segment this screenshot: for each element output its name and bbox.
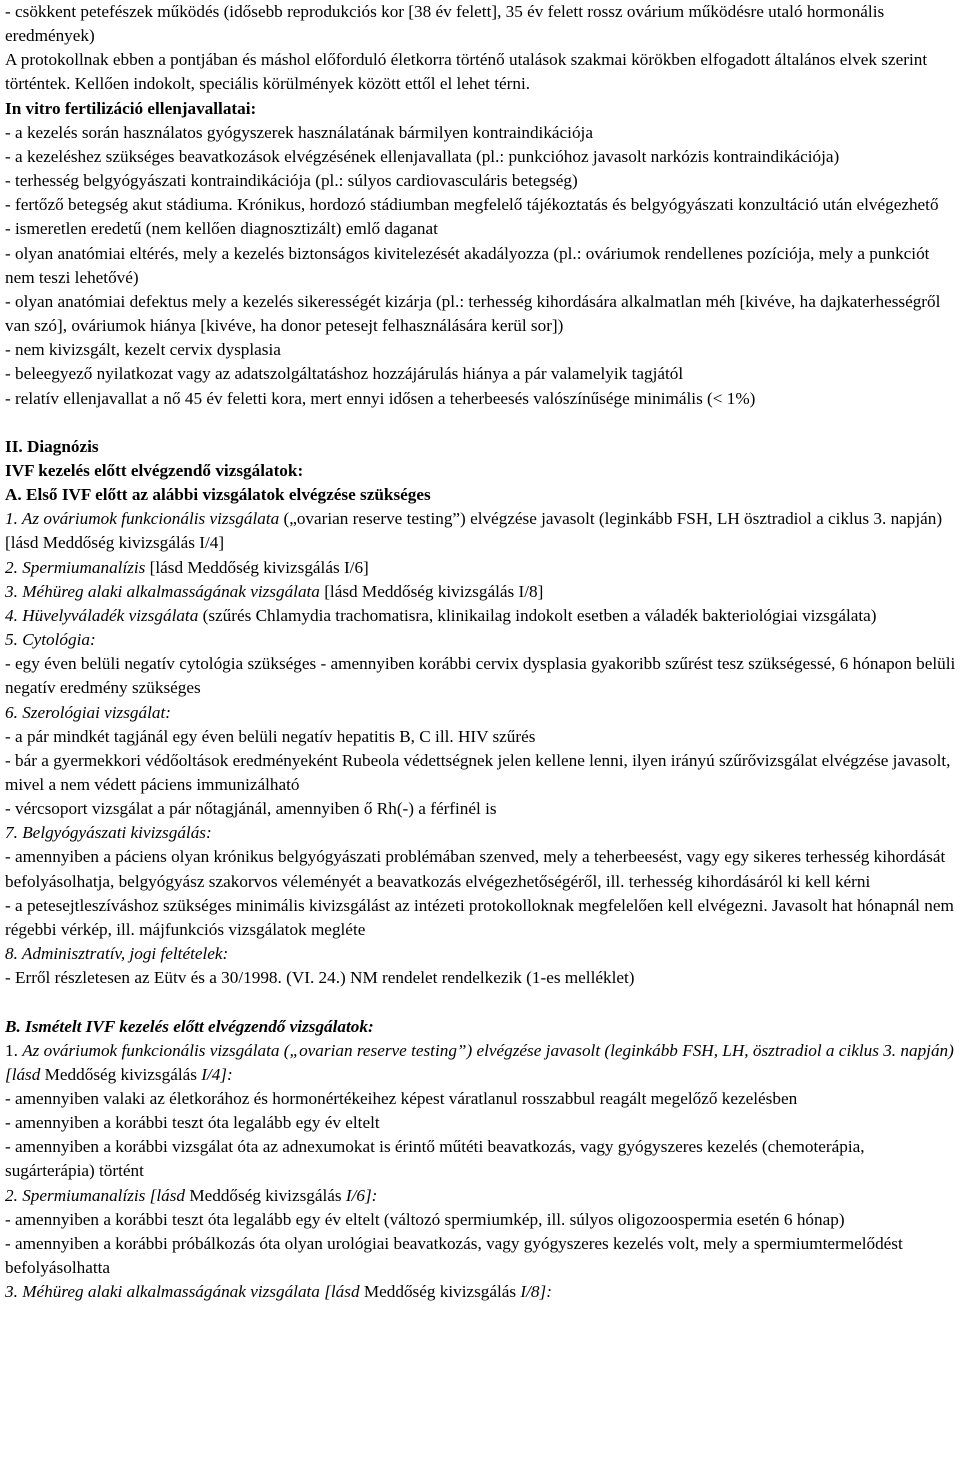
text-run: [lásd Meddőség kivizsgálás I/8] [319, 581, 544, 601]
text-run: Meddőség kivizsgálás [44, 1064, 197, 1084]
text-run: [lásd Meddőség kivizsgálás I/6] [145, 557, 369, 577]
text-run: 2. Spermiumanalízis [5, 557, 146, 577]
paragraph: - a kezelés során használatos gyógyszerek használatának bármilyen kontraindikációja [5, 122, 593, 142]
section-heading: In vitro fertilizáció ellenjavallatai: [5, 98, 257, 118]
text-run: 1. [5, 1040, 23, 1060]
numbered-item [5, 1184, 956, 1208]
text-run: 4. Hüvelyváladék vizsgálata [5, 605, 199, 625]
paragraph: - amennyiben a korábbi próbálkozás óta olyan urológiai beavatkozás, vagy gyógyszeres kezelés volt, mely a spermiumtermelődést befolyásolhatta [5, 1233, 903, 1278]
paragraph: A protokollnak ebben a pontjában és máshol előforduló életkorra történő utalások szakmai körökben elfogadott általános elvek szerint történtek. Kellően indokolt, speciális körülmények között ettől el lehet térni. [5, 50, 928, 94]
paragraph: - ismeretlen eredetű (nem kellően diagnosztizált) emlő daganat [5, 219, 438, 239]
paragraph: - vércsoport vizsgálat a pár nőtagjánál, amennyiben ő Rh(-) a férfinél is [5, 799, 497, 819]
section-heading: IVF kezelés előtt elvégzendő vizsgálatok: [5, 460, 304, 480]
subsection-title: 5. Cytológia: [5, 630, 96, 650]
paragraph: - amennyiben a korábbi vizsgálat óta az adnexumokat is érintő műtéti beavatkozás, vagy gyógyszeres kezelés (chemoterápia, sugárterápia) történt [5, 1137, 865, 1181]
text-run: („ovarian reserve testing”) elvégzése javasolt (leginkább FSH, LH ösztradiol a ciklus 3. napján) [lásd Meddőség kivizsgálás I/4] [5, 509, 943, 553]
text-run: I/6]: [341, 1185, 378, 1205]
numbered-item [5, 604, 956, 628]
paragraph: - amennyiben valaki az életkorához és hormonértékeihez képest váratlanul rosszabbul reagált megelőző kezelésben [5, 1089, 798, 1108]
paragraph: - bár a gyermekkori védőoltások eredményeként Rubeola védettségnek jelen kellene lenni, ilyen irányú szűrővizsgálat elvégzése javasolt, mivel a nem védett páciens immunizálható [5, 750, 951, 794]
paragraph: - fertőző betegség akut stádiuma. Krónikus, hordozó stádiumban megfelelő tájékoztatás és belgyógyászati konzultáció után elvégezhető [5, 195, 939, 215]
numbered-item [5, 556, 956, 580]
section-heading: B. Ismételt IVF kezelés előtt elvégzendő vizsgálatok: [5, 1016, 374, 1036]
numbered-item [5, 1280, 956, 1304]
paragraph: - a petesejtleszíváshoz szükséges minimális kivizsgálást az intézeti protokolloknak megfelelően kell elvégezni. Javasolt hat hónapnál nem régebbi vérkép, ill. májfunkciós vizsgálatok megléte [5, 895, 954, 939]
paragraph: - Erről részletesen az Eütv és a 30/1998. (VI. 24.) NM rendelet rendelkezik (1-es melléklet) [5, 968, 635, 988]
numbered-item [5, 507, 956, 555]
section-heading: II. Diagnózis [5, 436, 99, 456]
text-run: I/4]: [196, 1064, 233, 1084]
text-run: 1. Az ováriumok funkcionális vizsgálata [5, 509, 280, 529]
subsection-title: 6. Szerológiai vizsgálat: [5, 702, 171, 722]
paragraph: - egy éven belüli negatív cytológia szükséges - amennyiben korábbi cervix dysplasia gyakoribb szűrést tesz szükségessé, 6 hónapon belüli negatív eredmény szükséges [5, 654, 956, 698]
text-run: Meddőség kivizsgálás [363, 1282, 517, 1302]
paragraph: - a pár mindkét tagjánál egy éven belüli negatív hepatitis B, C ill. HIV szűrés [5, 726, 536, 746]
numbered-item [5, 580, 956, 604]
paragraph: - amennyiben a páciens olyan krónikus belgyógyászati problémában szenved, mely a teherbeesést, vagy egy sikeres terhesség kihordását befolyásolhatja, belgyógyász szakorvos véleményét a beavatkozás elvégezhetőségéről, ill. terhesség kihordásáról ki kell kérni [5, 847, 946, 891]
subsection-title: 8. Adminisztratív, jogi feltételek: [5, 944, 229, 964]
text-run: 3. Méhüreg alaki alkalmasságának vizsgálata [lásd [5, 1282, 364, 1302]
section-heading: A. Első IVF előtt az alábbi vizsgálatok elvégzése szükséges [5, 485, 431, 505]
text-run: I/8]: [516, 1282, 552, 1302]
paragraph-spacer [5, 990, 956, 1014]
paragraph: - a kezeléshez szükséges beavatkozások elvégzésének ellenjavallata (pl.: punkcióhoz javasolt narkózis kontraindikációja) [5, 146, 840, 166]
text-run: 2. Spermiumanalízis [lásd [5, 1185, 190, 1205]
text-run: 3. Méhüreg alaki alkalmasságának vizsgálata [5, 581, 320, 601]
paragraph: - relatív ellenjavallat a nő 45 év feletti kora, mert ennyi idősen a teherbeesés valószínűsége minimális (< 1%) [5, 388, 756, 408]
subsection-title: 7. Belgyógyászati kivizsgálás: [5, 823, 212, 843]
text-run: Az ováriumok funkcionális vizsgálata („ovarian reserve testing”) elvégzése javasolt (leginkább FSH, LH, ösztradiol a ciklus 3. napján) [lásd [5, 1040, 954, 1084]
numbered-item [5, 1039, 956, 1087]
paragraph-spacer [5, 411, 956, 435]
text-run: Meddőség kivizsgálás [189, 1185, 342, 1205]
paragraph: - terhesség belgyógyászati kontraindikációja (pl.: súlyos cardiovasculáris betegség) [5, 171, 578, 191]
paragraph: - nem kivizsgált, kezelt cervix dysplasia [5, 340, 281, 360]
paragraph: - olyan anatómiai eltérés, mely a kezelés biztonságos kivitelezését akadályozza (pl.: ováriumok rendellenes pozíciója, mely a punkciót nem teszi lehetővé) [5, 243, 930, 287]
text-run: (szűrés Chlamydia trachomatisra, klinikailag indokolt esetben a váladék bakteriológiai vizsgálata) [198, 605, 877, 625]
paragraph: - csökkent petefészek működés (idősebb reprodukciós kor [38 év felett], 35 év felett rossz ovárium működésre utaló hormonális eredmények) [5, 2, 885, 46]
paragraph: - beleegyező nyilatkozat vagy az adatszolgáltatáshoz hozzájárulás hiánya a pár valamelyik tagjától [5, 364, 684, 384]
paragraph: - olyan anatómiai defektus mely a kezelés sikerességét kizárja (pl.: terhesség kihordására alkalmatlan méh [kivéve, ha dajkaterhességről van szó], ováriumok hiánya [kivéve, ha donor petesejt felhasználására kerül sor]) [5, 291, 941, 336]
paragraph: - amennyiben a korábbi teszt óta legalább egy év eltelt (változó spermiumkép, ill. súlyos oligozoospermia esetén 6 hónap) [5, 1209, 845, 1229]
paragraph: - amennyiben a korábbi teszt óta legalább egy év eltelt [5, 1113, 380, 1133]
